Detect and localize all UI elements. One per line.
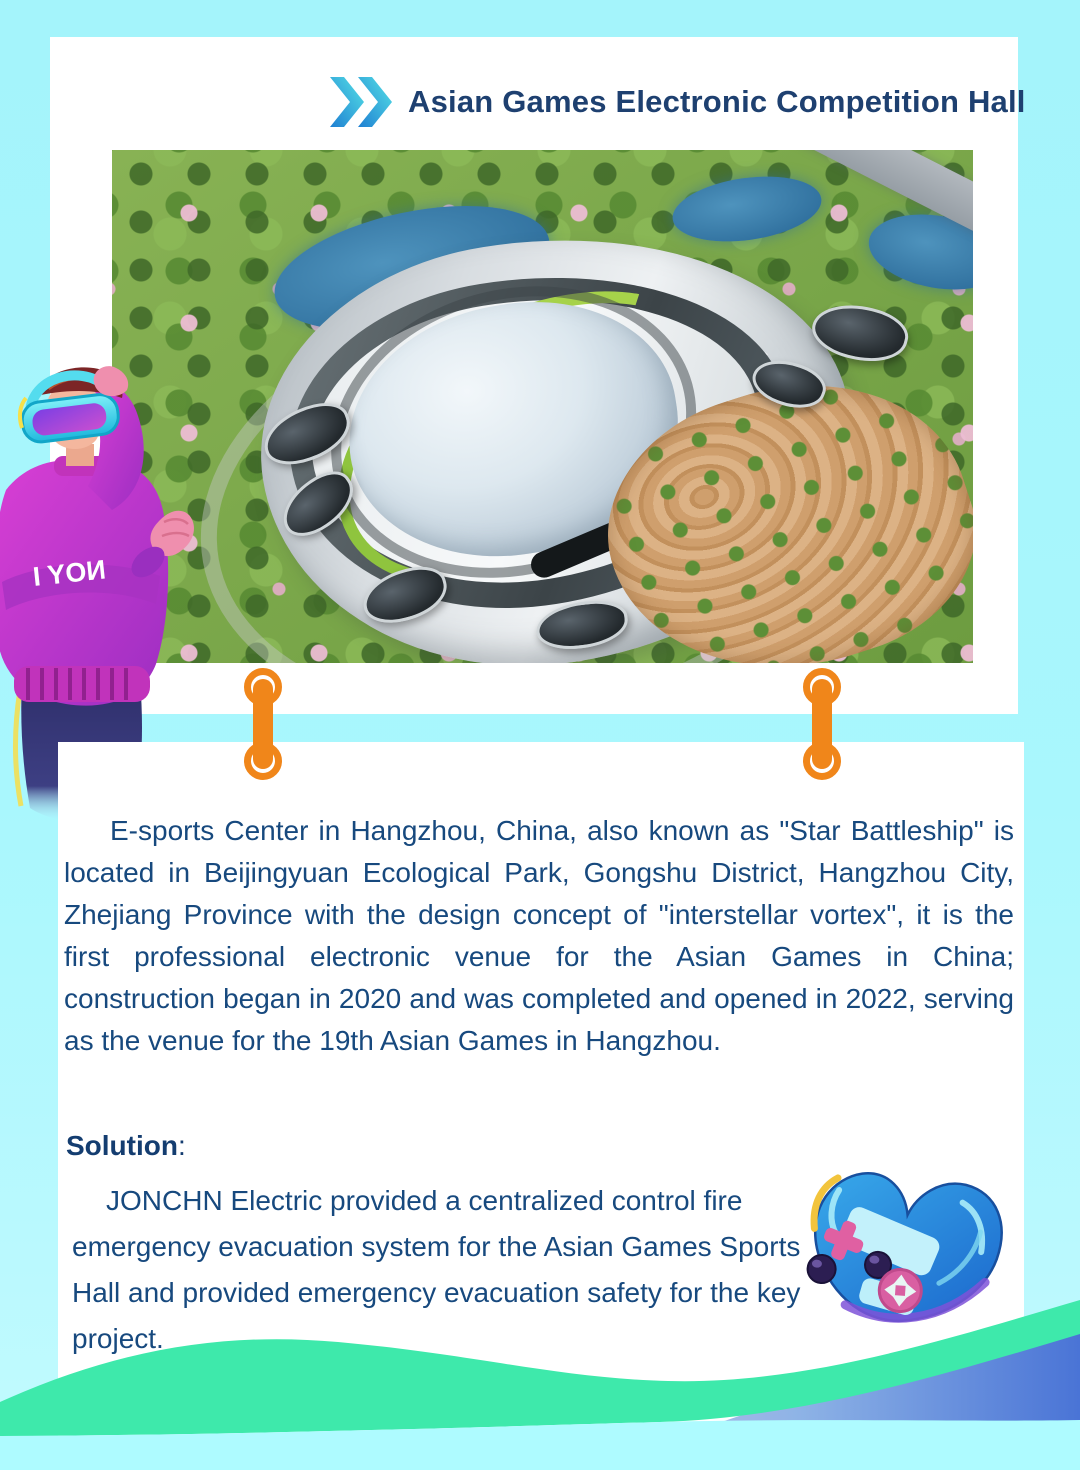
connector-bar [253, 679, 273, 769]
chain-link-connector-right [794, 668, 850, 780]
game-controller-illustration [785, 1153, 1031, 1351]
sweater-text: I YOИ [31, 554, 108, 592]
header-title-row [328, 75, 1026, 129]
solution-paragraph: JONCHN Electric provided a centralized control fire emergency evacuation system for the Asian Games Sports Hall and provided emergency evacuation safety for the key project. [72, 1185, 801, 1354]
page-title: Asian Games Electronic Competition Hall [408, 84, 1026, 119]
controller-button-wheel [878, 1268, 923, 1313]
rim-light [16, 690, 21, 806]
venue-aerial-photo [112, 150, 973, 663]
connector-bar [812, 679, 832, 769]
double-chevron-right-icon [328, 77, 392, 127]
chain-link-connector-left [235, 668, 291, 780]
solution-heading [66, 1130, 186, 1162]
solution-heading-label: Solution [66, 1130, 178, 1161]
controller-stick-left [807, 1254, 837, 1284]
intro-paragraph: E-sports Center in Hangzhou, China, also known as "Star Battleship" is located in Beijingyuan Ecological Park, Gongshu District, Hangzhou City, Zhejiang Province with the design concept of "interstellar vortex", it is the first professional electronic venue for the Asian Games in China; construction began in 2020 and was completed and opened in 2022, serving as the venue for the 19th Asian Games in Hangzhou. [64, 815, 1014, 1056]
solution-heading-colon: : [177, 1130, 186, 1161]
